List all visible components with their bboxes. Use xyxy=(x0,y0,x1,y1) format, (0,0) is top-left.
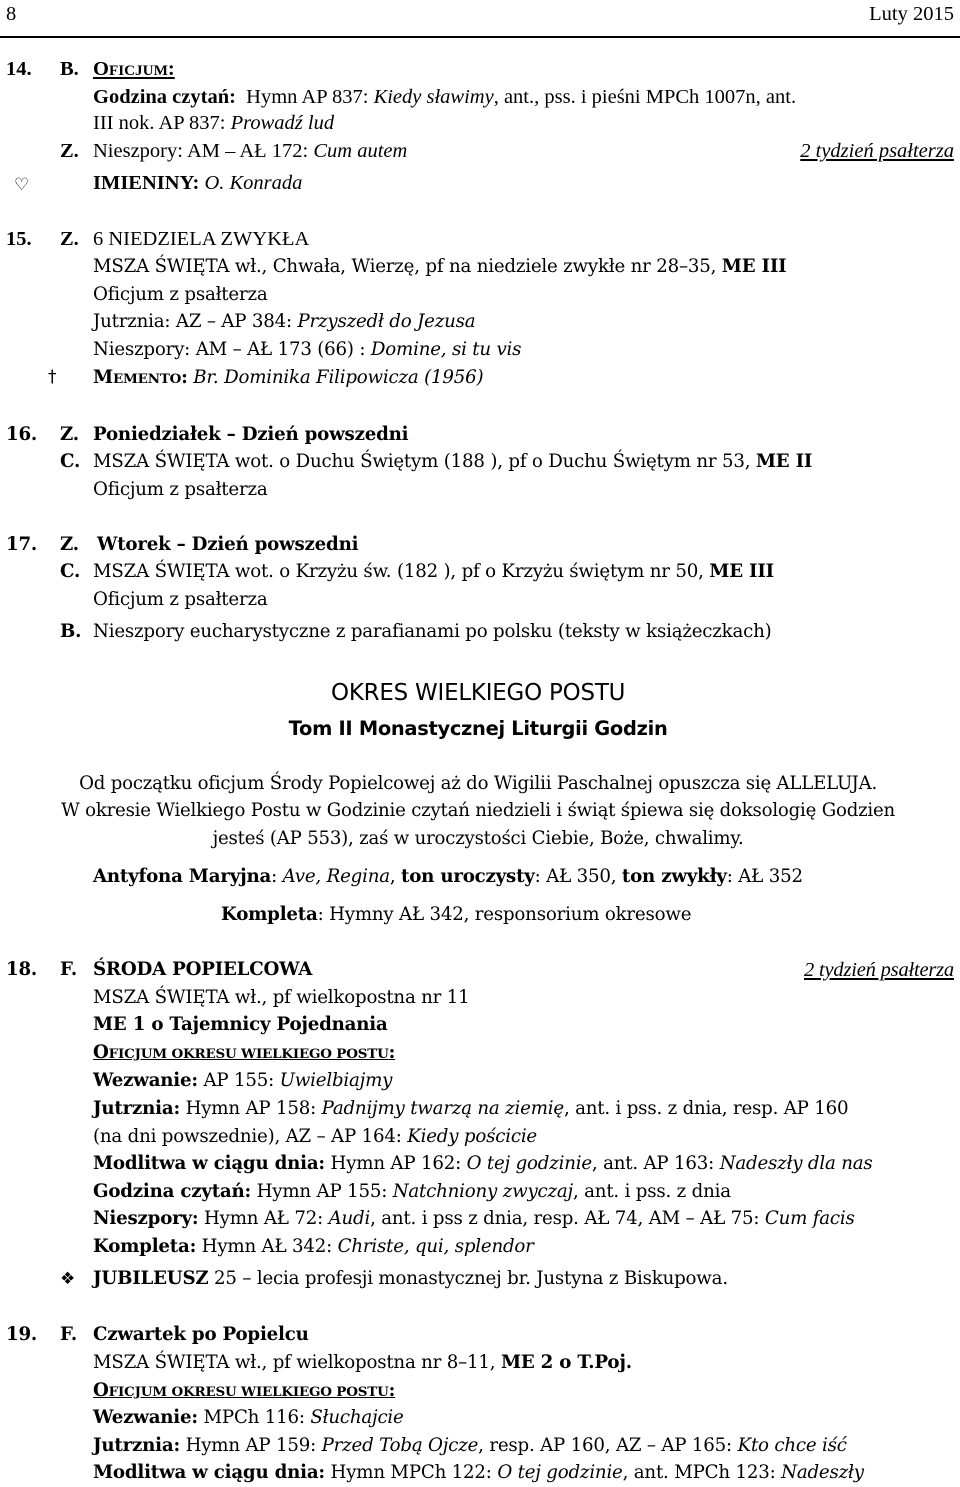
lent-office-heading: OFICJUM OKRESU WIELKIEGO POSTU: xyxy=(93,1042,396,1063)
third-nocturn-line: III nok. AP 837: Prowadź lud xyxy=(93,112,335,134)
laudes-line-2: (na dni powszednie), AZ – AP 164: Kiedy pościcie xyxy=(93,1126,537,1147)
mass-line: MSZA ŚWIĘTA wł., Chwała, Wierzę, pf na niedziele zwykłe nr 28–35, ME III xyxy=(93,256,787,277)
readings-line: Godzina czytań: Hymn AP 837: Kiedy sławimy, ant., pss. i pieśni MPCh 1007n, ant. xyxy=(93,86,797,108)
header-rule xyxy=(0,36,960,38)
heart-icon: ♡ xyxy=(14,175,30,195)
page-number: 8 xyxy=(6,3,17,25)
vespers-line: Nieszpory: Hymn AŁ 72: Audi, ant. i pss z dnia, resp. AŁ 74, AM – AŁ 75: Cum facis xyxy=(93,1208,855,1229)
office-heading: OFICJUM: xyxy=(93,58,175,80)
liturgical-color: B. xyxy=(60,58,79,80)
marian-antiphon-line: Antyfona Maryjna: Ave, Regina, ton uroczysty: AŁ 350, ton zwykły: AŁ 352 xyxy=(93,866,803,887)
day-number: 15. xyxy=(6,228,32,250)
laudes-line: Jutrznia: Hymn AP 159: Przed Tobą Ojcze, resp. AP 160, AZ – AP 165: Kto chce iść xyxy=(93,1435,847,1456)
compline-note: Kompleta: Hymny AŁ 342, responsorium okresowe xyxy=(221,904,692,925)
day-number: 14. xyxy=(6,58,32,80)
vespers-line: Nieszpory: AM – AŁ 173 (66) : Domine, si tu vis xyxy=(93,339,522,360)
day-number: 16. xyxy=(6,424,38,445)
mass-line: MSZA ŚWIĘTA wł., pf wielkopostna nr 8–11, ME 2 o T.Poj. xyxy=(93,1352,632,1373)
lent-office-heading: OFICJUM OKRESU WIELKIEGO POSTU: xyxy=(93,1380,396,1401)
laudes-line: Jutrznia: AZ – AP 384: Przyszedł do Jezusa xyxy=(93,311,476,332)
day-title: ŚRODA POPIELCOWA xyxy=(93,959,313,980)
mass-line: MSZA ŚWIĘTA wł., pf wielkopostna nr 11 xyxy=(93,987,470,1008)
readings-line: Godzina czytań: Hymn AP 155: Natchniony zwyczaj, ant. i pss. z dnia xyxy=(93,1181,731,1202)
psalter-week: 2 tydzień psałterza xyxy=(804,959,954,981)
day-title: Wtorek – Dzień powszedni xyxy=(97,534,359,555)
office-line: Oficjum z psałterza xyxy=(93,479,268,500)
daytime-prayer-line: Modlitwa w ciągu dnia: Hymn AP 162: O tej godzinie, ant. AP 163: Nadeszły dla nas xyxy=(93,1153,873,1174)
office-line: Oficjum z psałterza xyxy=(93,284,268,305)
lent-note-1: Od początku oficjum Środy Popielcowej aż do Wigilii Paschalnej opuszcza się ALLELUJA. xyxy=(79,773,878,794)
day-title: Czwartek po Popielcu xyxy=(93,1324,309,1345)
compline-line: Kompleta: Hymn AŁ 342: Christe, qui, splendor xyxy=(93,1236,534,1257)
day-title: Poniedziałek – Dzień powszedni xyxy=(93,424,409,445)
preface-line: ME 1 o Tajemnicy Pojednania xyxy=(93,1014,388,1035)
day-title: 6 NIEDZIELA ZWYKŁA xyxy=(93,228,310,250)
day-number: 17. xyxy=(6,534,38,555)
invitatory-line: Wezwanie: MPCh 116: Słuchajcie xyxy=(93,1407,404,1428)
psalter-week: 2 tydzień psałterza xyxy=(800,140,954,162)
invitatory-line: Wezwanie: AP 155: Uwielbiajmy xyxy=(93,1070,393,1091)
lent-subheading: Tom II Monastycznej Liturgii Godzin xyxy=(288,717,668,740)
laudes-line: Jutrznia: Hymn AP 158: Padnijmy twarzą na ziemię, ant. i pss. z dnia, resp. AP 160 xyxy=(93,1098,849,1119)
lent-heading: OKRES WIELKIEGO POSTU xyxy=(330,680,626,706)
daytime-prayer-line: Modlitwa w ciągu dnia: Hymn MPCh 122: O tej godzinie, ant. MPCh 123: Nadeszły xyxy=(93,1462,864,1483)
day-number: 19. xyxy=(6,1324,38,1345)
diamond-bullet-icon: ❖ xyxy=(60,1269,76,1289)
header-month: Luty 2015 xyxy=(869,3,954,25)
lent-note-2a: W okresie Wielkiego Postu w Godzinie czytań niedzieli i świąt śpiewa się doksologię Godzien xyxy=(61,800,896,821)
cross-icon: † xyxy=(48,367,57,387)
lent-note-2b: jesteś (AP 553), zaś w uroczystości Ciebie, Boże, chwalimy. xyxy=(212,828,744,849)
day-number: 18. xyxy=(6,959,38,980)
office-line: Oficjum z psałterza xyxy=(93,589,268,610)
